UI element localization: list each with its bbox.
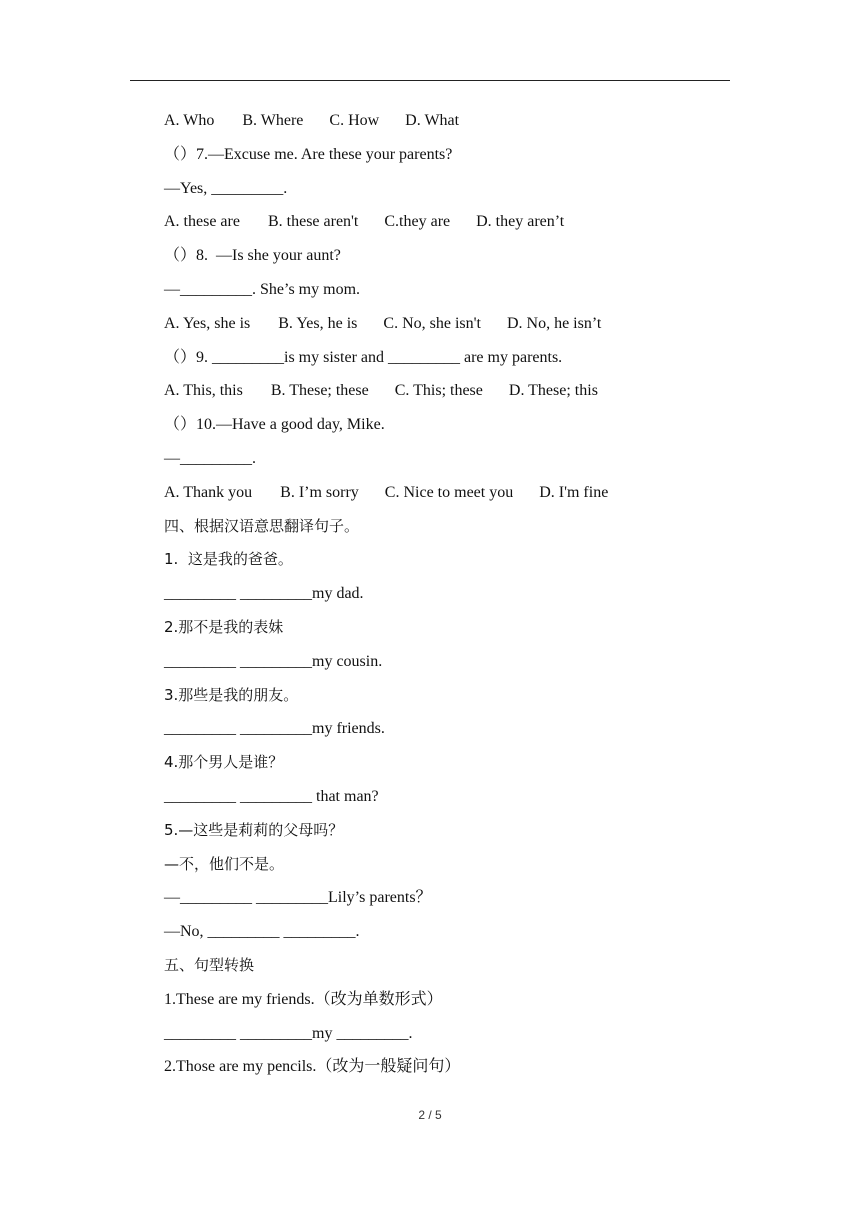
answer-option: C. This; these bbox=[394, 382, 483, 400]
answer-options bbox=[164, 374, 724, 408]
worksheet-line: _________ _________my _________. bbox=[164, 1024, 413, 1042]
answer-option: A. This, this bbox=[164, 382, 243, 400]
worksheet-line: _________ _________my friends. bbox=[164, 720, 385, 738]
worksheet-line: （）9. _________is my sister and _________ are my parents. bbox=[164, 348, 563, 366]
answer-option: D. What bbox=[405, 112, 460, 129]
answer-option: B. Yes, he is bbox=[278, 314, 358, 332]
section-heading-or-prompt: 1. 这是我的爸爸。 bbox=[164, 550, 293, 569]
answer-option: D. No, he isn’t bbox=[506, 314, 602, 332]
worksheet-line: —No, _________ _________. bbox=[164, 923, 360, 941]
worksheet-line: _________ _________ that man? bbox=[164, 787, 379, 805]
answer-option: C.they are bbox=[384, 213, 451, 231]
worksheet-line: _________ _________my dad. bbox=[164, 585, 364, 603]
section-heading-or-prompt: 2.那不是我的表妹 bbox=[164, 617, 284, 636]
section-heading-or-prompt: 4.那个男人是谁？ bbox=[164, 753, 284, 772]
answer-option: D. they aren’t bbox=[476, 213, 565, 231]
answer-option: C. How bbox=[329, 112, 380, 129]
answer-options bbox=[164, 104, 724, 138]
worksheet-line: —Yes, _________. bbox=[164, 179, 288, 197]
answer-option: B. I’m sorry bbox=[280, 483, 359, 501]
answer-options bbox=[164, 307, 724, 341]
worksheet-line: —_________ _________Lily’s parents？ bbox=[164, 889, 432, 907]
answer-option: C. No, she isn't bbox=[383, 314, 481, 332]
worksheet-line: _________ _________my cousin. bbox=[164, 652, 383, 670]
section-heading-or-prompt: 3.那些是我的朋友。 bbox=[164, 685, 299, 704]
answer-options bbox=[164, 476, 724, 510]
answer-option: D. These; this bbox=[508, 382, 598, 400]
answer-option: C. Nice to meet you bbox=[384, 483, 514, 501]
answer-option: B. These; these bbox=[270, 382, 369, 400]
answer-option: A. these are bbox=[164, 213, 240, 231]
answer-option: A. Yes, she is bbox=[164, 314, 251, 332]
answer-option: B. these aren't bbox=[267, 213, 359, 231]
worksheet-line: —_________. She’s my mom. bbox=[164, 280, 361, 298]
worksheet-line: 2.Those are my pencils.（改为一般疑问句） bbox=[164, 1058, 461, 1076]
answer-option: D. I'm fine bbox=[539, 483, 609, 501]
worksheet-line: —_________. bbox=[164, 449, 256, 467]
header-rule bbox=[130, 80, 730, 81]
worksheet-body bbox=[164, 104, 724, 1084]
answer-option: B. Where bbox=[242, 112, 304, 129]
section-heading-or-prompt: 四、根据汉语意思翻译句子。 bbox=[164, 516, 360, 535]
answer-option: A. Thank you bbox=[164, 483, 253, 501]
worksheet-line: （）7.—Excuse me. Are these your parents? bbox=[164, 145, 453, 163]
worksheet-line: （）10.—Have a good day, Mike. bbox=[164, 416, 385, 434]
answer-option: A. Who bbox=[164, 112, 215, 129]
worksheet-line: （）8. —Is she your aunt? bbox=[164, 247, 341, 265]
section-heading-or-prompt: 5.—这些是莉莉的父母吗？ bbox=[164, 820, 344, 839]
section-heading-or-prompt: —不，他们不是。 bbox=[164, 854, 285, 873]
answer-options bbox=[164, 205, 724, 239]
section-heading-or-prompt: 五、句型转换 bbox=[164, 955, 255, 974]
worksheet-line: 1.These are my friends.（改为单数形式） bbox=[164, 990, 443, 1008]
page-number: 2 / 5 bbox=[418, 1108, 442, 1122]
